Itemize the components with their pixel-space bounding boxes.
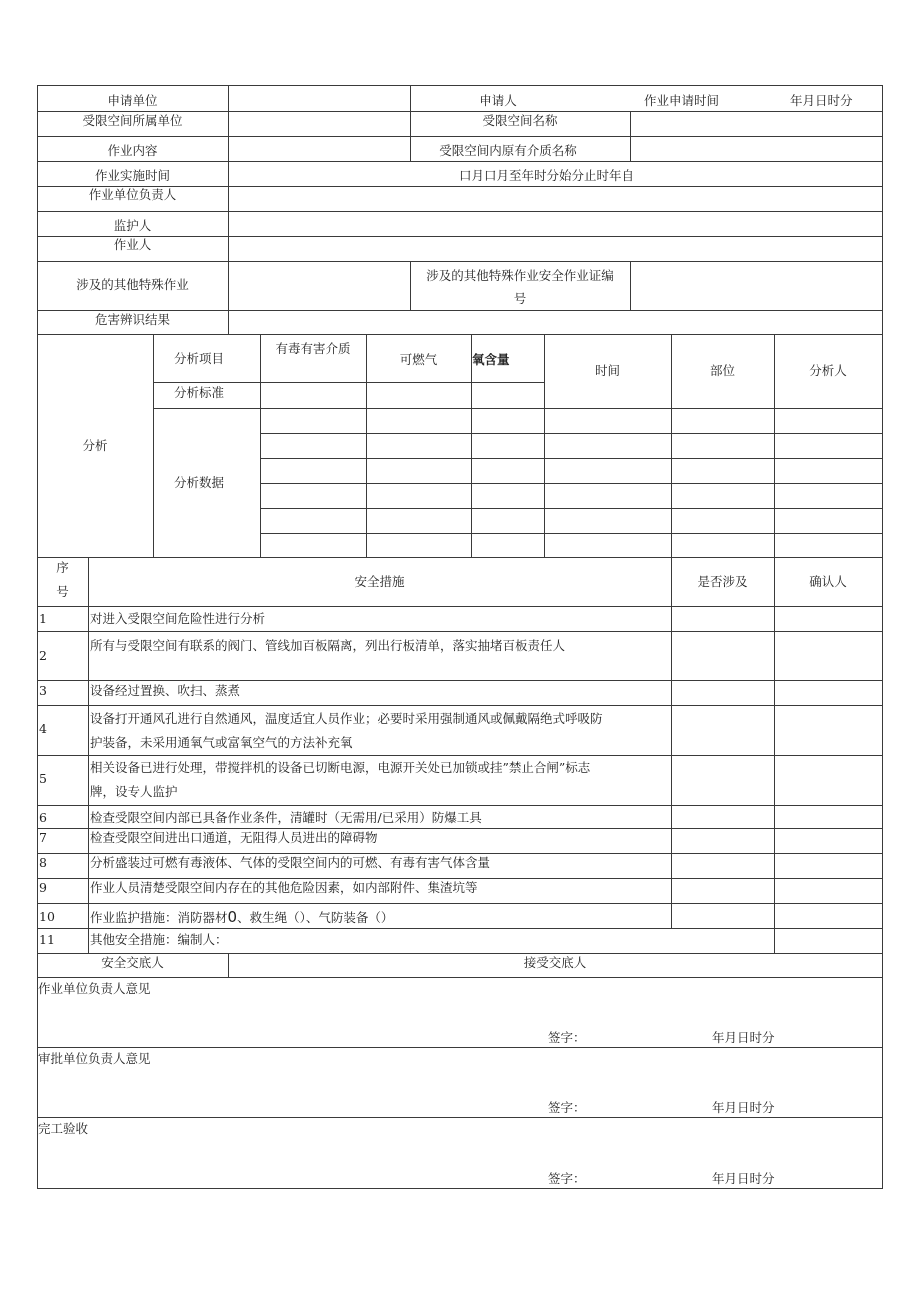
analysis-col-time: 时间 (594, 363, 620, 378)
opinion-title: 审批单位负责人意见 (38, 1051, 151, 1066)
space-name-field[interactable] (631, 112, 882, 136)
measure-no: 3 (39, 683, 47, 698)
date-label: 年月日时分 (712, 1030, 775, 1045)
work-unit-opinion-box[interactable] (38, 978, 882, 1047)
confirmer-field[interactable] (775, 706, 882, 755)
measure-no: 1 (39, 611, 47, 626)
measure-no: 9 (39, 880, 47, 895)
row-line (37, 334, 883, 335)
measure-text: 检查受限空间内部已具备作业条件，清罐时（无需用/已采用）防爆工具 (90, 810, 482, 825)
space-name-label: 受限空间名称 (482, 113, 558, 128)
row-line (260, 508, 882, 509)
involved-checkbox[interactable] (672, 681, 774, 705)
other-special-work-field[interactable] (229, 262, 410, 310)
seq-header-line1: 序 (56, 560, 69, 575)
analysis-section-label: 分析 (82, 438, 108, 453)
row-line (37, 928, 883, 929)
involved-checkbox[interactable] (672, 904, 774, 928)
worker-label: 作业人 (113, 237, 152, 252)
involved-checkbox[interactable] (672, 806, 774, 828)
confirmer-field[interactable] (775, 879, 882, 903)
apply-time-label: 作业申请时间 (644, 93, 720, 108)
measure-no: 6 (39, 810, 47, 825)
table-border-bottom (37, 1188, 883, 1189)
measure-text: 其他安全措施：编制人： (90, 932, 228, 947)
fire-equipment-value[interactable]: 0 (227, 908, 238, 926)
other-permit-no-label-line2: 号 (513, 291, 527, 306)
measure-text: 设备打开通风孔进行自然通风，温度适宜人员作业；必要时采用强制通风或佩戴隔绝式呼吸防 (90, 711, 603, 726)
seq-header-line2: 号 (56, 584, 69, 599)
hazard-result-field[interactable] (229, 311, 882, 334)
involved-checkbox[interactable] (672, 854, 774, 878)
measure-text (90, 909, 393, 926)
row-line (260, 433, 882, 434)
applicant-unit-label: 申请单位 (107, 93, 158, 108)
worker-field[interactable] (229, 237, 882, 261)
measure-no: 10 (39, 909, 55, 924)
apply-time-value[interactable]: 年月日时分 (790, 93, 853, 108)
analysis-col-toxic: 有毒有害介质 (275, 341, 351, 356)
table-border-top (37, 85, 883, 86)
approval-unit-opinion-box[interactable] (38, 1048, 882, 1117)
work-unit-leader-label: 作业单位负责人 (88, 187, 177, 202)
col-line (260, 334, 261, 557)
guardian-field[interactable] (229, 212, 882, 236)
row-line (260, 458, 882, 459)
row-line (153, 382, 544, 383)
guardian-label: 监护人 (113, 218, 152, 233)
measure-no: 5 (39, 771, 47, 786)
other-permit-no-label-line1: 涉及的其他特殊作业安全作业证编 (426, 268, 614, 283)
measure-text: 所有与受限空间有联系的阀门、管线加百板隔离，列出行板清单，落实抽堵百板责任人 (90, 638, 566, 653)
completion-acceptance-box[interactable] (38, 1118, 882, 1188)
work-unit-leader-field[interactable] (229, 187, 882, 211)
row-line (153, 408, 882, 409)
date-label: 年月日时分 (712, 1171, 775, 1186)
measure-text: 对进入受限空间危险性进行分析 (90, 611, 266, 626)
measure-header: 安全措施 (354, 574, 405, 589)
involved-checkbox[interactable] (672, 879, 774, 903)
measure-text: 检查受限空间进出口通道，无阻得人员进出的障碍物 (90, 830, 378, 845)
involved-checkbox[interactable] (672, 706, 774, 755)
original-medium-label: 受限空间内原有介质名称 (439, 143, 577, 158)
other-permit-no-field[interactable] (631, 262, 882, 310)
analysis-data-label: 分析数据 (174, 475, 225, 490)
safety-briefer-label: 安全交底人 (101, 955, 164, 970)
date-label: 年月日时分 (712, 1100, 775, 1115)
involved-header: 是否涉及 (697, 574, 748, 589)
confirmer-field[interactable] (775, 681, 882, 705)
analysis-col-oxygen: 氧含量 (472, 352, 510, 367)
row-line (37, 953, 883, 954)
measure-text: 作业人员清楚受限空间内存在的其他危险因素，如内部附件、集渣坑等 (90, 880, 478, 895)
analysis-col-analyst: 分析人 (809, 363, 847, 378)
row-line (37, 161, 883, 162)
confirmer-field[interactable] (775, 854, 882, 878)
col-line (153, 334, 154, 557)
measure-no: 11 (39, 932, 55, 947)
measure-text-line2: 护装备，未采用通氧气或富氧空气的方法补充氧 (90, 735, 353, 750)
hazard-result-label: 危害辨识结果 (94, 312, 170, 327)
applicant-unit-field[interactable] (229, 86, 410, 111)
measure-no: 8 (39, 855, 47, 870)
measure-no: 2 (39, 648, 47, 663)
opinion-title: 完工验收 (38, 1121, 89, 1136)
row-line (37, 557, 883, 558)
measure-no: 7 (39, 830, 47, 845)
confirmer-field[interactable] (775, 829, 882, 853)
analysis-item-label: 分析项目 (174, 351, 225, 366)
briefing-receiver-label: 接受交底人 (523, 955, 587, 970)
confirmer-field[interactable] (775, 632, 882, 680)
measure-text-part: 、救生绳（）、气防装备（） (237, 910, 394, 925)
measure-text: 设备经过置换、吹扫、蒸煮 (90, 683, 241, 698)
confirmer-header: 确认人 (809, 574, 847, 589)
opinion-title: 作业单位负责人意见 (38, 981, 151, 996)
involved-checkbox[interactable] (672, 829, 774, 853)
confirmer-field[interactable] (775, 756, 882, 805)
space-owner-unit-field[interactable] (229, 112, 410, 161)
analysis-col-combustible: 可燃气 (399, 352, 438, 367)
involved-checkbox[interactable] (672, 756, 774, 805)
analysis-standard-label: 分析标准 (174, 385, 225, 400)
original-medium-field[interactable] (631, 137, 882, 161)
other-special-work-label: 涉及的其他特殊作业 (76, 277, 189, 292)
measure-no: 4 (39, 721, 47, 736)
table-border-right (882, 85, 883, 1189)
work-content-label: 作业内容 (107, 143, 158, 158)
confirmer-field[interactable] (775, 929, 882, 953)
confirmer-field[interactable] (775, 607, 882, 631)
signature-label: 签字： (548, 1171, 586, 1186)
analysis-col-location: 部位 (709, 363, 735, 378)
confirmer-field[interactable] (775, 904, 882, 928)
space-owner-unit-label: 受限空间所属单位 (82, 113, 183, 128)
row-line (260, 483, 882, 484)
involved-checkbox[interactable] (672, 607, 774, 631)
row-line (260, 533, 882, 534)
involved-checkbox[interactable] (672, 632, 774, 680)
work-time-label: 作业实施时间 (94, 168, 170, 183)
applicant-label: 申请人 (479, 93, 517, 108)
measure-text-line2: 牌，设专人监护 (90, 784, 178, 799)
work-time-value[interactable]: 口月口月至年时分始分止时年自 (459, 168, 635, 183)
signature-label: 签字： (548, 1100, 586, 1115)
measure-text-part: 作业监护措施：消防器材 (90, 910, 228, 925)
measure-text: 分析盛装过可燃有毒液体、气体的受限空间内的可燃、有毒有害气体含量 (90, 855, 491, 870)
signature-label: 签字： (548, 1030, 586, 1045)
confirmer-field[interactable] (775, 806, 882, 828)
measure-text: 相关设备已进行处理，带搅拌机的设备已切断电源，电源开关处已加锁或挂”禁止合闸”标志 (90, 760, 591, 775)
